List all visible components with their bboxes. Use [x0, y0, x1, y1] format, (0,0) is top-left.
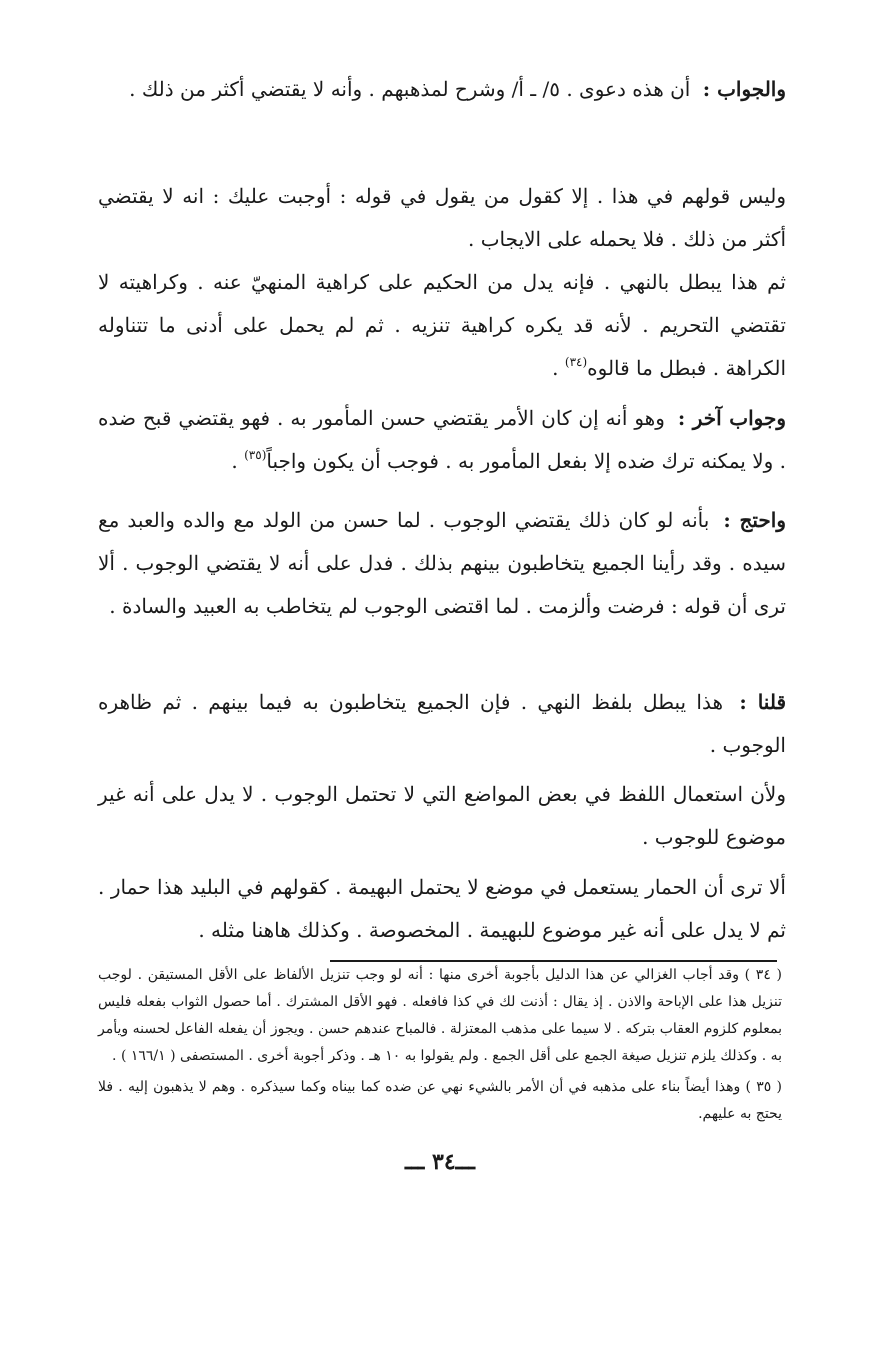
paragraph-1	[98, 68, 786, 111]
paragraph-6-lead: قلنا :	[739, 690, 787, 714]
paragraph-4-text: وهو أنه إن كان الأمر يقتضي حسن المأمور به . فهو يقتضي قبح ضده . ولا يمكنه ترك ضده إلا بفعل المأمور به . فوجب أن يكون واجباً	[98, 406, 786, 473]
paragraph-3	[98, 261, 786, 390]
paragraph-5	[98, 499, 786, 628]
paragraph-3-tail: .	[552, 356, 565, 380]
paragraph-1-text: أن هذه دعوى . ٥/ ـ أ/ وشرح لمذهبهم . وأنه لا يقتضي أكثر من ذلك .	[129, 77, 691, 101]
paragraph-5-text: بأنه لو كان ذلك يقتضي الوجوب . لما حسن من الولد مع والده والعبد مع سيده . وقد رأينا الجميع يتخاطبون بينهم بذلك . فدل على أنه لا يقتضي الوجوب . ألا ترى أن قوله : فرضت وألزمت . لما اقتضى الوجوب لم يتخاطب به العبيد والسادة .	[98, 508, 786, 618]
footnote-ref-34: (٣٤)	[564, 355, 588, 369]
footnote-35-text: ( ٣٥ ) وهذا أيضاً بناء على مذهبه في أن الأمر بالشيء نهي عن ضده كما بيناه وكما سيذكره . وهم لا يذهبون إليه . فلا يحتج به عليهم.	[98, 1079, 782, 1122]
footnote-35	[98, 1074, 782, 1128]
footnote-34	[98, 962, 782, 1070]
paragraph-6-text: هذا يبطل بلفظ النهي . فإن الجميع يتخاطبون به فيما بينهم . ثم ظاهره الوجوب .	[98, 690, 786, 757]
paragraph-4-lead: وجواب آخر :	[677, 406, 786, 430]
footnote-ref-35: (٣٥)	[244, 448, 267, 462]
page-number: ـــ٣٤ ـــ	[405, 1149, 475, 1175]
paragraph-7-text: ولأن استعمال اللفظ في بعض المواضع التي لا تحتمل الوجوب . لا يدل على أنه غير موضوع للوجوب .	[98, 782, 786, 849]
paragraph-8	[98, 866, 786, 952]
paragraph-6	[98, 681, 786, 767]
paragraph-4	[98, 397, 786, 483]
paragraph-5-lead: واحتج :	[723, 508, 786, 532]
paragraph-4-tail: .	[231, 449, 245, 473]
paragraph-8-text: ألا ترى أن الحمار يستعمل في موضع لا يحتمل البهيمة . كقولهم في البليد هذا حمار . ثم لا يدل على أنه غير موضوع للبهيمة . المخصوصة . وكذلك هاهنا مثله .	[98, 875, 786, 942]
paragraph-7	[98, 773, 786, 859]
paragraph-2-text: وليس قولهم في هذا . إلا كقول من يقول في قوله : أوجبت عليك : انه لا يقتضي أكثر من ذلك . فلا يحمله على الايجاب .	[98, 184, 786, 251]
footnote-34-text: ( ٣٤ ) وقد أجاب الغزالي عن هذا الدليل بأجوبة أخرى منها : أنه لو وجب تنزيل الألفاظ على الأقل المستيقن . لوجب تنزيل هذا على الإباحة والاذن . إذ يقال : أذنت لك في كذا فافعله . فهو الأقل المشترك . أما حصول الثواب بفعله فليس بمعلوم كلزوم العقاب بتركه . لا سيما على مذهب المعتزلة . فالمباح عندهم حسن . ويجوز أن يفعله الفاعل لحسنه ويأمر به . وكذلك يلزم تنزيل صيغة الجمع على أقل الجمع . ولم يقولوا به ١٠ هـ . وذكر أجوبة أخرى . المستصفى ( ١٦٦/١ ) .	[98, 967, 782, 1064]
paragraph-3-text: ثم هذا يبطل بالنهي . فإنه يدل من الحكيم على كراهية المنهيّ عنه . وكراهيته لا تقتضي التحريم . لأنه قد يكره كراهية تنزيه . ثم لم يحمل على أدنى ما تتناوله الكراهة . فبطل ما قالوه	[98, 270, 786, 380]
paragraph-2	[98, 175, 786, 261]
paragraph-1-lead: والجواب :	[702, 77, 786, 101]
